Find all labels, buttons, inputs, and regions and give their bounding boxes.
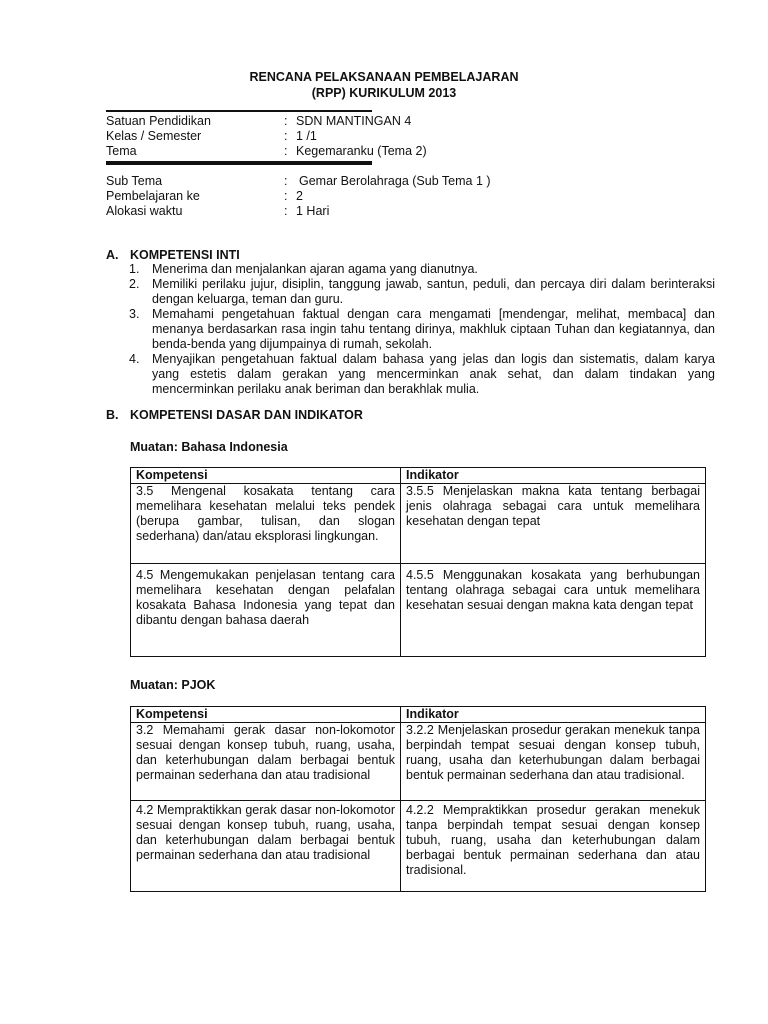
- identity-value: Kegemaranku (Tema 2): [296, 144, 427, 158]
- thick-divider: [106, 161, 372, 165]
- identity-value: 1 /1: [296, 129, 317, 143]
- identity-row: [106, 129, 706, 144]
- list-item: [129, 262, 715, 277]
- identity-block: [106, 114, 706, 159]
- identity-row: [106, 114, 706, 129]
- kompetensi-cell: 4.2 Mempraktikkan gerak dasar non-lokomotor sesuai dengan konsep tubuh, ruang, usaha, dan keterhubungan dalam berbagai bentuk permainan sederhana dan atau tradisional: [131, 801, 401, 892]
- section-a-heading: [106, 248, 240, 262]
- list-number: 2.: [129, 277, 140, 291]
- muatan-pjok-title: Muatan: PJOK: [130, 678, 216, 692]
- section-letter: B.: [106, 408, 119, 422]
- identity-separator: :: [284, 144, 288, 158]
- identity-label: Sub Tema: [106, 174, 163, 188]
- muatan-bahasa-title: Muatan: Bahasa Indonesia: [130, 440, 288, 454]
- identity-block-2: [106, 174, 706, 219]
- identity-separator: :: [284, 204, 288, 218]
- table-header-row: [131, 468, 706, 484]
- kompetensi-cell: 3.2 Memahami gerak dasar non-lokomotor sesuai dengan konsep tubuh, ruang, usaha, dan keterhubungan dalam berbagai bentuk permainan sederhana dan atau tradisional: [131, 723, 401, 801]
- kompetensi-cell: 4.5 Mengemukakan penjelasan tentang cara memelihara kesehatan dengan pelafalan kosakata Bahasa Indonesia yang tepat dan dibantu dengan bahasa daerah: [131, 564, 401, 657]
- document-subtitle: (RPP) KURIKULUM 2013: [311, 86, 457, 100]
- list-number: 1.: [129, 262, 140, 276]
- identity-label: Tema: [106, 144, 137, 158]
- muatan-bahasa-table: [130, 467, 706, 657]
- column-header: Indikator: [401, 707, 706, 723]
- identity-row: [106, 144, 706, 159]
- identity-row: [106, 204, 706, 219]
- table-row: [131, 564, 706, 657]
- table-row: [131, 723, 706, 801]
- section-title: KOMPETENSI DASAR DAN INDIKATOR: [130, 408, 363, 422]
- table-row: [131, 484, 706, 564]
- column-header: Kompetensi: [131, 468, 401, 484]
- list-item: [129, 352, 715, 397]
- identity-label: Satuan Pendidikan: [106, 114, 211, 128]
- indikator-cell: 4.5.5 Menggunakan kosakata yang berhubungan tentang olahraga sebagai cara untuk memelihara kesehatan sesuai dengan makna kata dengan tepat: [401, 564, 706, 657]
- muatan-pjok-table: [130, 706, 706, 892]
- list-text: Menerima dan menjalankan ajaran agama yang dianutnya.: [152, 262, 478, 276]
- identity-separator: :: [284, 174, 288, 188]
- list-number: 4.: [129, 352, 140, 366]
- identity-value: 2: [296, 189, 303, 203]
- table-row: [131, 801, 706, 892]
- identity-row: [106, 174, 706, 189]
- column-header: Kompetensi: [131, 707, 401, 723]
- list-text: Memahami pengetahuan faktual dengan cara mengamati [mendengar, melihat, membaca] dan menanya berdasarkan rasa ingin tahu tentang dirinya, makhluk ciptaan Tuhan dan kegiatannya, dan benda-benda yang dijumpainya di rumah, sekolah.: [152, 307, 715, 351]
- list-number: 3.: [129, 307, 140, 321]
- column-header: Indikator: [401, 468, 706, 484]
- identity-value: 1 Hari: [296, 204, 330, 218]
- indikator-cell: 4.2.2 Mempraktikkan prosedur gerakan menekuk tanpa berpindah tempat sesuai dengan konsep tubuh, ruang, usaha dan keterhubungan dalam berbagai bentuk permainan sederhana dan atau tradisional.: [401, 801, 706, 892]
- identity-separator: :: [284, 114, 288, 128]
- kompetensi-inti-list: [129, 262, 715, 397]
- identity-separator: :: [284, 129, 288, 143]
- section-letter: A.: [106, 248, 119, 262]
- section-title: KOMPETENSI INTI: [130, 248, 240, 262]
- table-header-row: [131, 707, 706, 723]
- identity-value: Gemar Berolahraga (Sub Tema 1 ): [299, 174, 491, 188]
- indikator-cell: 3.5.5 Menjelaskan makna kata tentang berbagai jenis olahraga sebagai cara untuk memelihara kesehatan dengan tepat: [401, 484, 706, 564]
- document-title: RENCANA PELAKSANAAN PEMBELAJARAN: [249, 70, 519, 84]
- list-item: [129, 307, 715, 352]
- identity-label: Alokasi waktu: [106, 204, 183, 218]
- section-b-heading: [106, 408, 363, 422]
- identity-label: Kelas / Semester: [106, 129, 202, 143]
- indikator-cell: 3.2.2 Menjelaskan prosedur gerakan menekuk tanpa berpindah tempat sesuai dengan konsep tubuh, ruang, usaha dan keterhubungan dalam berbagai bentuk permainan sederhana dan atau tradisional.: [401, 723, 706, 801]
- kompetensi-cell: 3.5 Mengenal kosakata tentang cara memelihara kesehatan melalui teks pendek (berupa gambar, tulisan, dan slogan sederhana) dan/atau eksplorasi lingkungan.: [131, 484, 401, 564]
- list-text: Memiliki perilaku jujur, disiplin, tanggung jawab, santun, peduli, dan percaya diri dalam berinteraksi dengan keluarga, teman dan guru.: [152, 277, 715, 306]
- identity-separator: :: [284, 189, 288, 203]
- top-divider: [106, 110, 372, 112]
- identity-row: [106, 189, 706, 204]
- identity-value: SDN MANTINGAN 4: [296, 114, 412, 128]
- list-item: [129, 277, 715, 307]
- identity-label: Pembelajaran ke: [106, 189, 200, 203]
- list-text: Menyajikan pengetahuan faktual dalam bahasa yang jelas dan logis dan sistematis, dalam karya yang estetis dalam gerakan yang mencerminkan anak sehat, dan dalam tindakan yang mencerminkan perilaku anak beriman dan berakhlak mulia.: [152, 352, 715, 396]
